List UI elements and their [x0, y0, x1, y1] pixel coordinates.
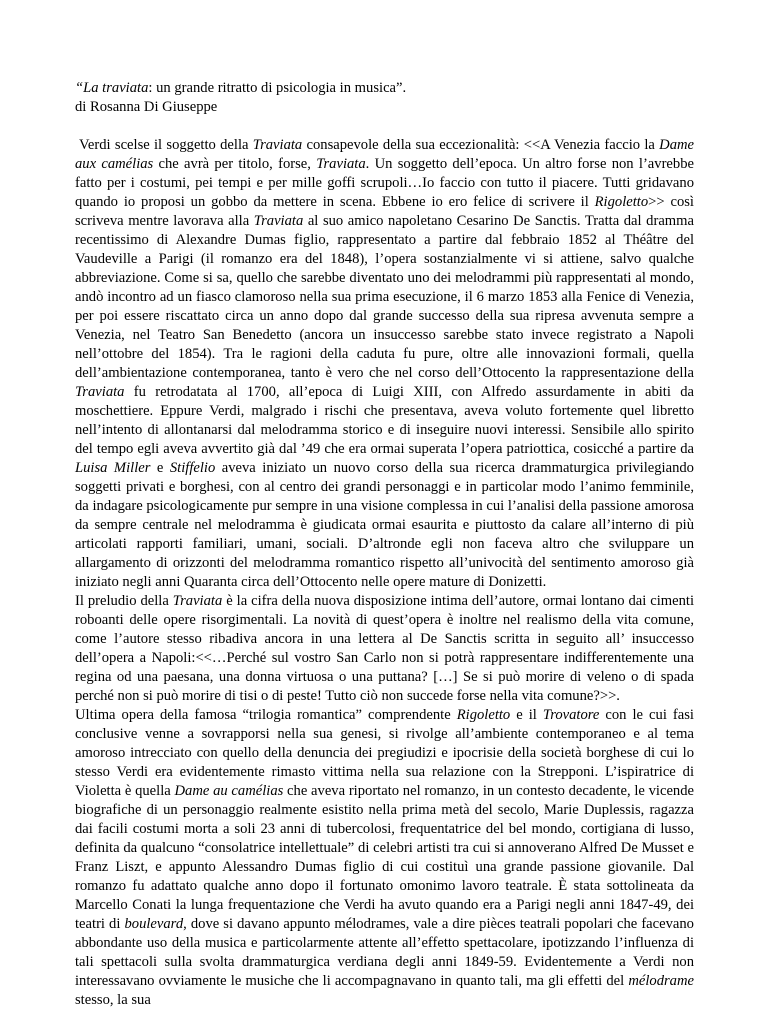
text-run: e: [150, 460, 170, 476]
italic-text-run: Traviata: [316, 156, 366, 172]
text-run: , dove si davano appunto mélodrames, vale a dire pièces teatrali popolari che facevano abbondante uso della musica e particolarmente attente all’effetto spettacolare, ipotizzando l’influenza di tali spettacoli sulla svolta drammaturgica verdiana degli anni 1849-59. Evidentemente a Verdi non interessavano ovviamente le musiche che li accompagnavano in quanto tali, ma gli effetti del: [75, 916, 694, 989]
italic-text-run: Stiffelio: [169, 460, 216, 476]
text-run: . Un soggetto dell’epoca. Un altro forse non l’avrebbe fatto per i costumi, pei tempi e per mille goffi scrupoli…Io faccio con tutto il piacere. Tutti gridavano quando io proposi un gobbo da mettere in scena. Ebbene io ero felice di scrivere il: [75, 156, 694, 210]
text-run: consapevole della sua eccezionalità: <<A Venezia faccio la: [302, 137, 660, 153]
italic-text-run: boulevard: [124, 916, 184, 932]
text-run: fu retrodatata al 1700, all’epoca di Luigi XIII, con Alfredo assurdamente in abiti da moschettiere. Eppure Verdi, malgrado i rischi che presentava, aveva voluto fortemente quel libretto nell’intento di allontanarsi dal melodramma storico e di inseguire nuovi interessi. Sensibile allo spirito del tempo egli aveva avvertito già dal ’49 che era ormai superata l’opera patriottica, cosicché a partire da: [75, 384, 694, 457]
document-page: [75, 79, 694, 1010]
italic-text-run: Traviata: [252, 137, 303, 153]
italic-text-run: Luisa Miller: [75, 460, 151, 476]
body-paragraph: [75, 706, 694, 1010]
text-run: Il preludio della: [75, 593, 173, 609]
text-run: che avrà per titolo, forse,: [153, 156, 317, 172]
text-run: Ultima opera della famosa “trilogia romantica” comprendente: [75, 707, 457, 723]
italic-text-run: Rigoletto: [456, 707, 511, 723]
text-run: Verdi scelse il soggetto della: [79, 137, 253, 153]
body-paragraph: [75, 136, 694, 592]
italic-text-run: Traviata: [75, 384, 125, 400]
text-run: >> così scriveva mentre lavorava alla: [75, 194, 694, 229]
text-run: al suo amico napoletano Cesarino De Sanctis. Tratta dal dramma recentissimo di Alexandre Dumas figlio, rappresentato a partire dal febbraio 1852 al Théâtre del Vaudeville a Parigi (il romanzo era del 1848), l’opera sostanzialmente vi si attiene, salvo qualche abbreviazione. Come si sa, quello che sarebbe diventato uno dei melodrammi più rappresentati al mondo, andò incontro ad un fiasco clamoroso nella sua prima esecuzione, il 6 marzo 1853 alla Fenice di Venezia, per poi essere riscattato circa un anno dopo dal grande successo della sua ripresa avvenuta sempre a Venezia, nel Teatro San Benedetto (ancora un insuccesso sarebbe stato invece registrato a Napoli nell’ottobre del 1854). Tra le ragioni della caduta fu pure, oltre alle innovazioni formali, quella dell’ambientazione contemporanea, tanto è vero che nel corso dell’Ottocento la rappresentazione della: [75, 213, 694, 381]
italic-text-run: Rigoletto: [594, 194, 649, 210]
italic-text-run: Traviata: [253, 213, 304, 229]
italic-text-run: Trovatore: [542, 707, 600, 723]
document-author: di Rosanna Di Giuseppe: [75, 99, 218, 115]
document-body: [75, 136, 694, 1010]
italic-text-run: Dame au camélias: [174, 783, 284, 799]
text-run: è la cifra della nuova disposizione intima dell’autore, ormai lontano dai cimenti roboanti delle opere risorgimentali. La novità di quest’opera è inoltre nel realismo della vita comune, come l’autore stesso ribadiva ancora in una lettera al De Sanctis scritta in seguito all’ insuccesso dell’opera a Napoli:<<…Perché sul vostro San Carlo non si potrà rappresentare indifferentemente una regina od una paesana, una donna virtuosa o una puttana? […] Se si può morire di veleno o di spada perché non si può morire di tisi o di peste! Tutto ciò non succede forse nella vita comune?>>.: [75, 593, 694, 704]
italic-text-run: Traviata: [172, 593, 223, 609]
italic-text-run: mélodrame: [628, 973, 694, 989]
italic-text-run: Dame aux camélias: [75, 137, 695, 172]
document-title: [75, 79, 694, 98]
text-run: che aveva riportato nel romanzo, in un contesto decadente, le vicende biografiche di un personaggio realmente esistito nella prima metà del secolo, Marie Duplessis, ragazza dai facili costumi morta a soli 23 anni di tubercolosi, frequentatrice del bel mondo, cortigiana di lusso, definita da qualcuno “consolatrice intellettuale” di celebri artisti tra cui si annoverano Alfred De Musset e Franz Liszt, e appunto Alessandro Dumas figlio di cui costituì una grande passione giovanile. Dal romanzo fu adattato qualche anno dopo il fortunato omonimo lavoro teatrale. È stata sottolineata da Marcello Conati la lunga frequentazione che Verdi ha avuto quando era a Parigi negli anni 1847-49, dei teatri di: [75, 783, 694, 932]
title-rest-part: : un grande ritratto di psicologia in musica”.: [148, 80, 407, 96]
document-header: [75, 79, 694, 117]
body-paragraph: [75, 592, 694, 706]
text-run: e il: [510, 707, 543, 723]
title-italic-part: “La traviata: [75, 80, 149, 96]
blank-line: [75, 117, 694, 136]
text-run: aveva iniziato un nuovo corso della sua ricerca drammaturgica privilegiando soggetti privati e borghesi, con al centro dei grandi personaggi e in particolar modo l’animo femminile, da indagare psicologicamente pur sempre in una visione complessa in cui l’analisi della passione amorosa da sempre centrale nel melodramma è giudicata ormai esaurita e piuttosto da calare all’interno di più articolati rapporti familiari, umani, sociali. D’altronde egli non faceva altro che sviluppare un allargamento di orizzonti del melodramma romantico rispetto all’univocità del sentimento amoroso già iniziato negli anni Quaranta circa dell’Ottocento nelle opere mature di Donizetti.: [75, 460, 694, 590]
text-run: con le cui fasi conclusive venne a sovrapporsi nella sua genesi, si rivolge all’ambiente contemporaneo e al tema amoroso intrecciato con quello della denuncia dei pregiudizi e ipocrisie della società borghese di cui lo stesso Verdi era evidentemente rimasto vittima nella sua relazione con la Strepponi. L’ispiratrice di Violetta è quella: [75, 707, 694, 799]
text-run: stesso, la sua: [75, 992, 151, 1008]
